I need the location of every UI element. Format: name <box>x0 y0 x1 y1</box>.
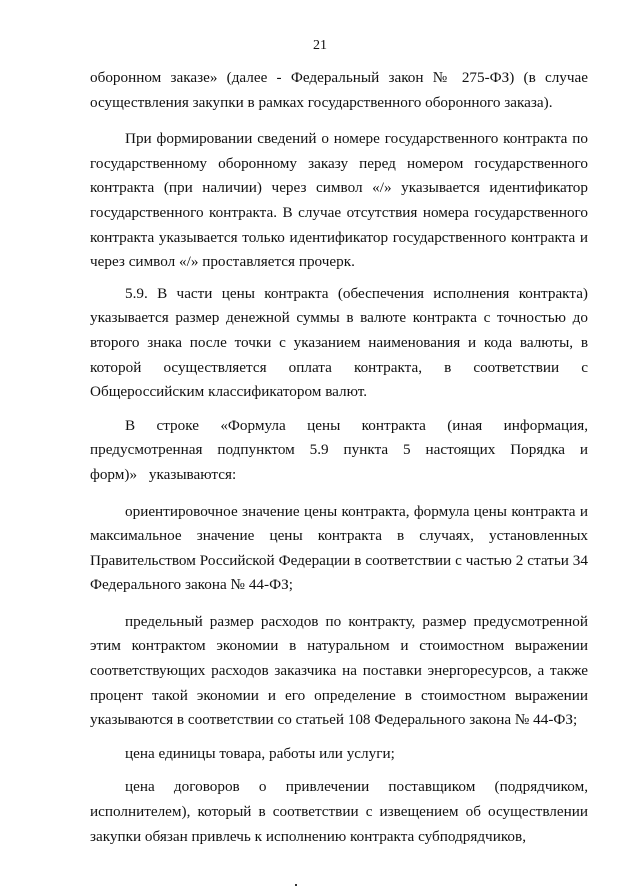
page-number: 21 <box>313 38 327 53</box>
scan-speck <box>295 884 297 886</box>
paragraph-subcontract-price: цена договоров о привлечении поставщиком (подрядчиком, исполнителем), который в соответствии с извещением об осуществлении закупки обязан привлечь к исполнению контракта субподрядчиков, <box>90 778 588 845</box>
paragraph-approximate-price: ориентировочное значение цены контракта, формула цены контракта и максимальное значение цены контракта в случаях, установленных Правительством Российской Федерации в соответствии с частью 2 статьи 34 Федерального закона № 44-ФЗ; <box>90 502 588 594</box>
paragraph-contract-price: 5.9. В части цены контракта (обеспечения исполнения контракта) указывается размер денежной суммы в валюте контракта с точностью до второго знака после точки с указанием наименования и кода валюты, в которой осуществляется оплата контракта, в соответствии с Общероссийским классификатором валют. <box>90 284 588 401</box>
paragraph-contract-identifier: При формировании сведений о номере государственного контракта по государственному оборонному заказу перед номером государственного контракта (при наличии) через символ «/» указывается идентификатор государственного контракта. В случае отсутствия номера государственного контракта указывается только идентификатор государственного контракта и через символ «/» проставляется прочерк. <box>90 130 588 271</box>
document-body <box>90 66 588 849</box>
paragraph-defense-order-law: оборонном заказе» (далее - Федеральный закон № 275-ФЗ) (в случае осуществления закупки в рамках государственного оборонного заказа). <box>90 69 588 111</box>
paragraph-expense-limit: предельный размер расходов по контракту, размер предусмотренной этим контрактом экономии в натуральном и стоимостном выражении соответствующих расходов заказчика на поставки энергоресурсов, а также процент такой экономии и его определение в стоимостном выражении указываются в соответствии со статьей 108 Федерального закона № 44-ФЗ; <box>90 612 588 729</box>
paragraph-unit-price: цена единицы товара, работы или услуги; <box>125 744 395 762</box>
paragraph-price-formula-line: В строке «Формула цены контракта (иная информация, предусмотренная подпунктом 5.9 пункта 5 настоящих Порядка и форм)» указываются: <box>90 416 588 483</box>
